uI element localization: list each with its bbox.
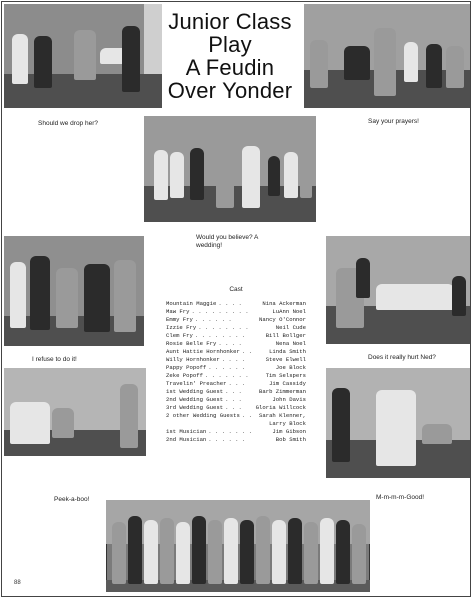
title-line-2: Play	[208, 32, 252, 57]
cast-heading: Cast	[229, 286, 243, 293]
photo-peek-stage	[4, 368, 146, 456]
cast-row: Willy Hornhonker . . . . Steve Elwell	[166, 356, 306, 363]
photo-full-cast	[106, 500, 370, 592]
cast-row: 2 other Wedding Guests . . Sarah Klenner,	[166, 412, 306, 419]
cast-row: 2nd Wedding Guest . . . John Davis	[166, 396, 306, 403]
cast-row: 2nd Musician . . . . . . Bob Smith	[166, 436, 306, 443]
cast-row: Mountain Maggie . . . . Nina Ackerman	[166, 300, 306, 307]
photo-refuse	[4, 236, 144, 346]
cast-row: Larry Block	[269, 420, 306, 427]
page-title	[160, 10, 300, 102]
photo-group-wedding	[144, 116, 316, 222]
caption-hurt: Does it really hurt Ned?	[368, 354, 436, 361]
caption-refuse: I refuse to do it!	[32, 356, 77, 363]
cast-row: Aunt Hattie Hornhonker . . Linda Smith	[166, 348, 306, 355]
caption-drop-her: Should we drop her?	[38, 120, 98, 127]
cast-row: Maw Fry . . . . . . . . . LuAnn Noel	[166, 308, 306, 315]
cast-row: Emmy Fry . . . . . . Nancy O'Connor	[166, 316, 306, 323]
page-number: 88	[14, 580, 21, 586]
cast-row: Rosie Belle Fry . . . . Nena Noel	[166, 340, 306, 347]
cast-list	[166, 286, 306, 444]
cast-row: 3rd Wedding Guest . . . Gloria Willcock	[166, 404, 306, 411]
cast-row: Travelin' Preacher . . . Jim Cassidy	[166, 380, 306, 387]
cast-row: 1st Wedding Guest . . . Barb Zimmerman	[166, 388, 306, 395]
photo-bed-scene	[326, 236, 470, 344]
caption-good: M-m-m-m-Good!	[376, 494, 425, 501]
title-line-1: Junior Class	[168, 9, 292, 34]
title-line-4: Over Yonder	[167, 78, 293, 103]
cast-row: 1st Musician . . . . . . . Jim Gibson	[166, 428, 306, 435]
cast-row: Izzie Fry . . . . . . . . Neil Cude	[166, 324, 306, 331]
photo-stage-drop-her	[4, 4, 162, 108]
cast-row: Pappy Popoff . . . . . . Joe Block	[166, 364, 306, 371]
caption-peek: Peek-a-boo!	[54, 496, 90, 503]
title-line-3: A Feudin	[185, 55, 275, 80]
photo-kneeling	[326, 368, 470, 478]
photo-stage-prayers	[304, 4, 470, 108]
caption-prayers: Say your prayers!	[368, 118, 419, 125]
cast-row: Zeke Popoff . . . . . . . Tim Selspers	[166, 372, 306, 379]
cast-row: Clem Fry . . . . . . . . Bill Bollger	[166, 332, 306, 339]
caption-believe: Would you believe? A wedding!	[196, 234, 259, 249]
